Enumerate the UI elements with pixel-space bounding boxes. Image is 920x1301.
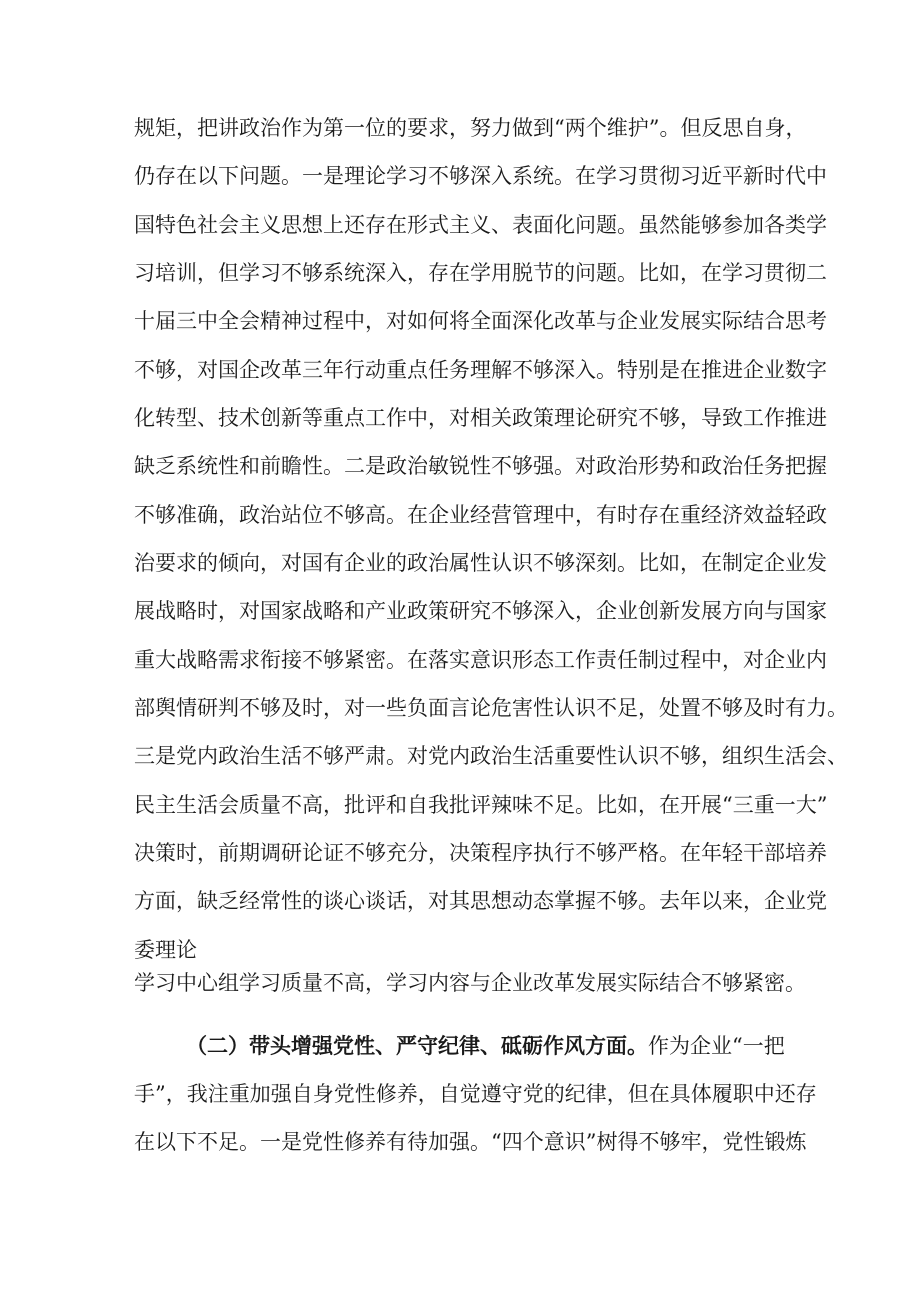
section-heading-line xyxy=(134,1026,794,1066)
text-line: 规矩，把讲政治作为第一位的要求，努力做到“两个维护”。但反思自身， xyxy=(134,116,807,140)
text-line: 部舆情研判不够及时，对一些负面言论危害性认识不足，处置不够及时有力。 xyxy=(134,696,848,720)
text-line: 缺乏系统性和前瞻性。二是政治敏锐性不够强。对政治形势和政治任务把握 xyxy=(134,454,827,478)
text-line: 委理论 xyxy=(134,938,197,962)
text-line: 仍存在以下问题。一是理论学习不够深入系统。在学习贯彻习近平新时代中 xyxy=(134,164,827,188)
text-line: 决策时，前期调研论证不够充分，决策程序执行不够严格。在年轻干部培养 xyxy=(134,841,827,865)
text-line: 不够，对国企改革三年行动重点任务理解不够深入。特别是在推进企业数字 xyxy=(134,358,827,382)
section-heading: （二）带头增强党性、严守纪律、砥砺作风方面。 xyxy=(186,1033,648,1058)
text-line: 手”，我注重加强自身党性修养，自觉遵守党的纪律，但在具体履职中还存 xyxy=(134,1082,817,1106)
text-line: 不够准确，政治站位不够高。在企业经营管理中，有时存在重经济效益轻政 xyxy=(134,503,827,527)
text-line: 学习中心组学习质量不高，学习内容与企业改革发展实际结合不够紧密。 xyxy=(134,971,806,995)
section-heading-rest: 作为企业“一把 xyxy=(648,1034,785,1058)
text-line: 十届三中全会精神过程中，对如何将全面深化改革与企业发展实际结合思考 xyxy=(134,309,827,333)
text-line: 重大战略需求衔接不够紧密。在落实意识形态工作责任制过程中，对企业内 xyxy=(134,648,827,672)
text-line: 治要求的倾向，对国有企业的政治属性认识不够深刻。比如，在制定企业发 xyxy=(134,551,827,575)
text-line: 展战略时，对国家战略和产业政策研究不够深入，企业创新发展方向与国家 xyxy=(134,599,827,623)
text-line: 习培训，但学习不够系统深入，存在学用脱节的问题。比如，在学习贯彻二 xyxy=(134,261,827,285)
text-line: 国特色社会主义思想上还存在形式主义、表面化问题。虽然能够参加各类学 xyxy=(134,213,827,237)
text-line: 方面，缺乏经常性的谈心谈话，对其思想动态掌握不够。去年以来，企业党 xyxy=(134,889,827,913)
text-line: 民主生活会质量不高，批评和自我批评辣味不足。比如，在开展“三重一大” xyxy=(134,793,828,817)
text-line: 三是党内政治生活不够严肃。对党内政治生活重要性认识不够，组织生活会、 xyxy=(134,744,848,768)
text-line: 在以下不足。一是党性修养有待加强。“四个意识”树得不够牢，党性锻炼 xyxy=(134,1130,807,1154)
text-line: 化转型、技术创新等重点工作中，对相关政策理论研究不够，导致工作推进 xyxy=(134,406,827,430)
